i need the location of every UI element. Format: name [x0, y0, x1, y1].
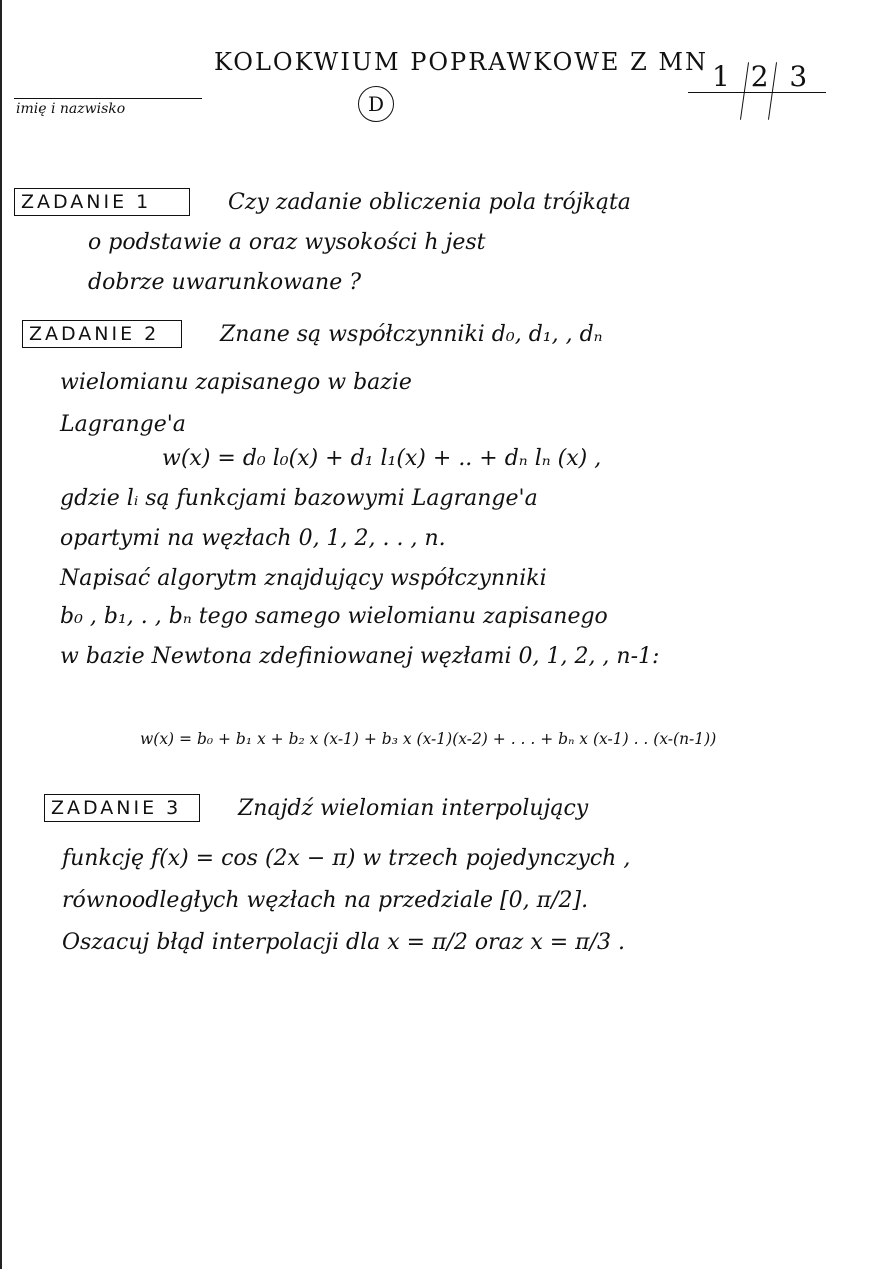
task-2-line: opartymi na węzłach 0, 1, 2, . . , n.: [60, 526, 446, 551]
name-line: [14, 98, 202, 99]
task-2-line: wielomianu zapisanego w bazie: [60, 370, 412, 395]
variant-badge: D: [358, 86, 394, 122]
task-3-line: funkcję f(x) = cos (2x − π) w trzech pojedynczych ,: [62, 846, 631, 871]
task-3-line: Oszacuj błąd interpolacji dla x = π/2 oraz x = π/3 .: [62, 930, 626, 955]
page-title: KOLOKWIUM POPRAWKOWE Z MN: [214, 48, 708, 76]
name-label: imię i nazwisko: [16, 101, 126, 117]
page-edge: [0, 0, 2, 1269]
score-grid-line: [688, 92, 826, 93]
task-2-formula-newton: w(x) = b₀ + b₁ x + b₂ x (x-1) + b₃ x (x-1)(x-2) + . . . + bₙ x (x-1) . . (x-(n-1)): [140, 730, 717, 748]
task-2-line: b₀ , b₁, . , bₙ tego samego wielomianu zapisanego: [60, 604, 608, 629]
score-grid: 1 2 3: [712, 60, 814, 93]
task-2-line: Napisać algorytm znajdujący współczynniki: [60, 566, 547, 591]
task-2-line: Lagrange'a: [60, 412, 186, 437]
task-1-line: o podstawie a oraz wysokości h jest: [88, 230, 486, 255]
task-2-line: Znane są współczynniki d₀, d₁, , dₙ: [220, 322, 603, 347]
task-2-formula-lagrange: w(x) = d₀ l₀(x) + d₁ l₁(x) + .. + dₙ lₙ (x) ,: [162, 446, 602, 471]
task-3-line: równoodległych węzłach na przedziale [0, π/2].: [62, 888, 589, 913]
task-3-line: Znajdź wielomian interpolujący: [238, 796, 589, 821]
task-3-label: ZADANIE 3: [44, 794, 200, 822]
task-2-line: w bazie Newtona zdefiniowanej węzłami 0, 1, 2, , n-1:: [60, 644, 660, 669]
task-1-line: Czy zadanie obliczenia pola trójkąta: [228, 190, 631, 215]
task-2-line: gdzie lᵢ są funkcjami bazowymi Lagrange'a: [60, 486, 538, 511]
task-2-label: ZADANIE 2: [22, 320, 182, 348]
task-1-label: ZADANIE 1: [14, 188, 190, 216]
task-1-line: dobrze uwarunkowane ?: [88, 270, 362, 295]
